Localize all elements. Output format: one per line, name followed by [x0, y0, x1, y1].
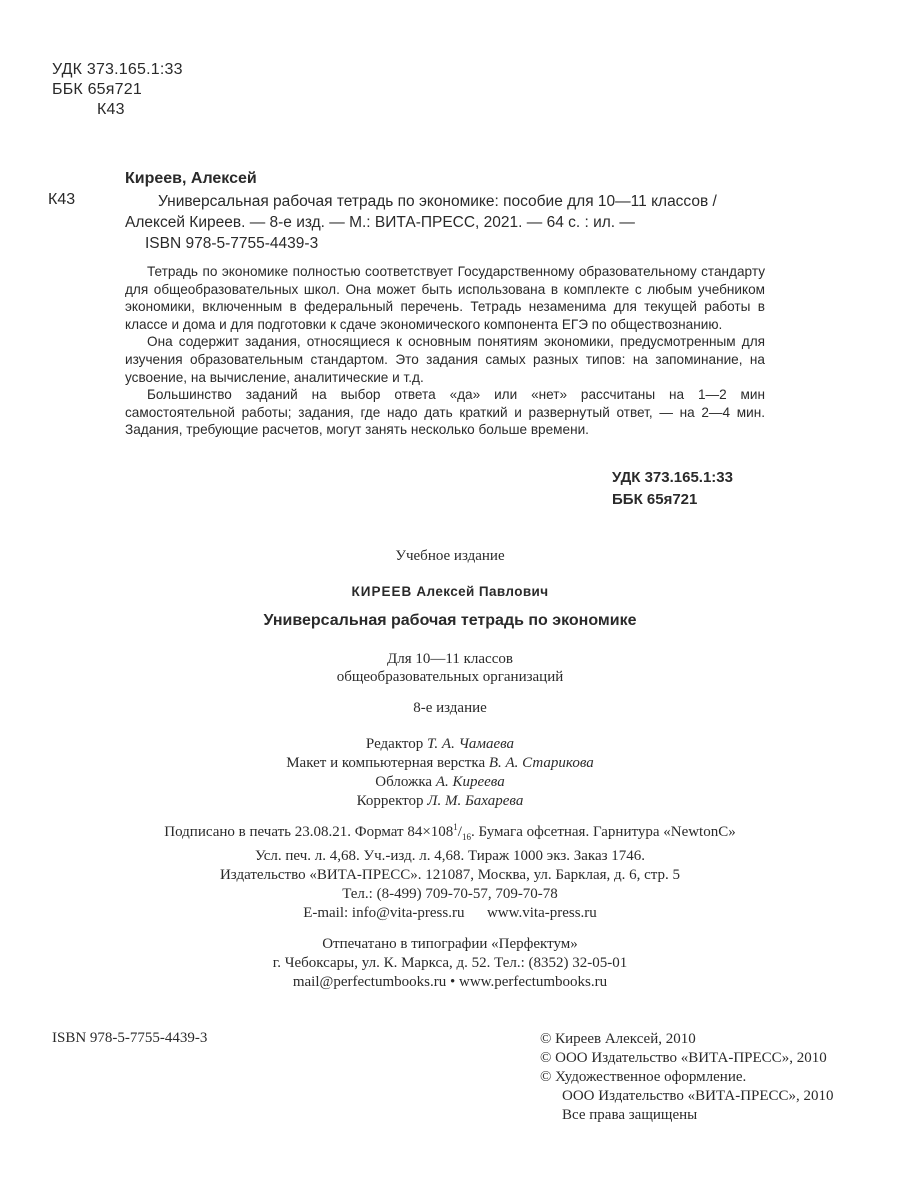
printer-email: mail@perfectumbooks.ru [292, 974, 447, 990]
format-slash: / [457, 824, 462, 840]
printer-contacts [0, 973, 900, 992]
publisher-website: www.vita-press.ru [486, 905, 597, 921]
credit-editor [0, 735, 880, 754]
printer-address: г. Чебоксары, ул. К. Маркса, д. 52. Тел.: (8352) 32-05-01 [272, 955, 628, 971]
annotation-bbk: ББК 65я721 [612, 491, 698, 508]
printer-name: Отпечатано в типографии «Перфектум» [322, 936, 578, 952]
print-details [0, 818, 900, 866]
author-given-names: Алексей Павлович [416, 584, 549, 599]
credit-role: Обложка [375, 774, 433, 790]
isbn: ISBN 978-5-7755-4439-3 [52, 1030, 208, 1046]
bullet-separator: • [449, 974, 456, 990]
printer-info [0, 935, 900, 992]
annotation-paragraph-1: Тетрадь по экономике полностью соответствует Государственному образовательному стандарту для общеобразовательных школ. Она может быть использована в комплекте с любым учебником экономики, включенным в федеральный перечень. Тетрадь незаменима для текущей работы в классе и дома и для подготовки к сдаче экономического компонента ЕГЭ по обществознанию. [125, 264, 765, 332]
credit-name: Т. А. Чамаева [427, 736, 515, 752]
credit-layout [0, 754, 880, 773]
edition-type: Учебное издание [395, 548, 505, 564]
author-full-name [0, 584, 900, 599]
book-title: Универсальная рабочая тетрадь по экономике [263, 612, 637, 629]
credit-name: Л. М. Бахарева [427, 793, 524, 809]
credit-name: А. Киреева [435, 774, 505, 790]
format-numerator: 1 [453, 822, 458, 832]
bbk-code: ББК 65я721 [52, 81, 142, 98]
author-mark: К43 [97, 101, 125, 118]
publisher-info [0, 866, 900, 923]
author-surname: КИРЕЕВ [351, 584, 413, 599]
audience-line-1: Для 10—11 классов [387, 651, 513, 667]
credit-proofreader [0, 792, 880, 811]
credit-role: Корректор [356, 793, 424, 809]
copyright-line-5: Все права защищены [562, 1107, 698, 1123]
print-format: Подписано в печать 23.08.21. Формат 84×108 [164, 824, 454, 840]
print-line-2: Усл. печ. л. 4,68. Уч.-изд. л. 4,68. Тираж 1000 экз. Заказ 1746. [254, 848, 646, 864]
classification-block-right [612, 467, 733, 511]
audience [0, 650, 900, 686]
print-paper: . Бумага офсетная. Гарнитура «NewtonC» [470, 824, 736, 840]
audience-line-2: общеобразовательных организаций [336, 669, 564, 685]
credit-role: Макет и компьютерная верстка [286, 755, 486, 771]
credit-cover [0, 773, 880, 792]
copyright-line-3: © Художественное оформление. [540, 1069, 747, 1085]
credit-name: В. А. Старикова [488, 755, 594, 771]
annotation-paragraph-2: Она содержит задания, относящиеся к основным понятиям экономики, предусмотренным для изучения образовательным стандартом. Это задания самых разных типов: на запоминание, на усвоение, на вычисление, аналитические и т.д. [125, 334, 765, 385]
publisher-address: Издательство «ВИТА-ПРЕСС». 121087, Москва, ул. Барклая, д. 6, стр. 5 [219, 867, 681, 883]
record-author: Киреев, Алексей [125, 170, 257, 187]
record-margin-mark: К43 [48, 191, 76, 208]
bibliographic-record [125, 191, 717, 254]
copyright-line-1: © Киреев Алексей, 2010 [540, 1031, 696, 1047]
record-line-1: Универсальная рабочая тетрадь по экономике: пособие для 10—11 классов / [158, 193, 717, 210]
publisher-contacts [0, 904, 900, 923]
record-line-3: ISBN 978-5-7755-4439-3 [145, 235, 319, 252]
copyright-line-2: © ООО Издательство «ВИТА-ПРЕСС», 2010 [540, 1050, 827, 1066]
copyright-block [540, 1030, 834, 1125]
credits [0, 735, 880, 811]
copyright-line-4: ООО Издательство «ВИТА-ПРЕСС», 2010 [562, 1088, 834, 1104]
printer-website: www.perfectumbooks.ru [458, 974, 608, 990]
annotation-udk: УДК 373.165.1:33 [612, 469, 733, 486]
record-line-2: Алексей Киреев. — 8-е изд. — М.: ВИТА-ПРЕСС, 2021. — 64 с. : ил. — [125, 214, 635, 231]
edition-number: 8-е издание [413, 700, 487, 716]
annotation-paragraph-3: Большинство заданий на выбор ответа «да» или «нет» рассчитаны на 1—2 мин самостоятельной работы; задания, где надо дать краткий и развернутый ответ, — на 2—4 мин. Задания, требующие расчетов, могут занять несколько больше времени. [125, 387, 765, 438]
publisher-phone: Тел.: (8-499) 709-70-57, 709-70-78 [342, 886, 558, 902]
print-line-1 [0, 818, 900, 847]
format-denominator: 16 [461, 832, 471, 842]
annotation [125, 263, 765, 439]
credit-role: Редактор [365, 736, 424, 752]
publisher-email: E-mail: info@vita-press.ru [303, 905, 465, 921]
udk-code: УДК 373.165.1:33 [52, 61, 183, 78]
classification-block-top [52, 60, 183, 120]
